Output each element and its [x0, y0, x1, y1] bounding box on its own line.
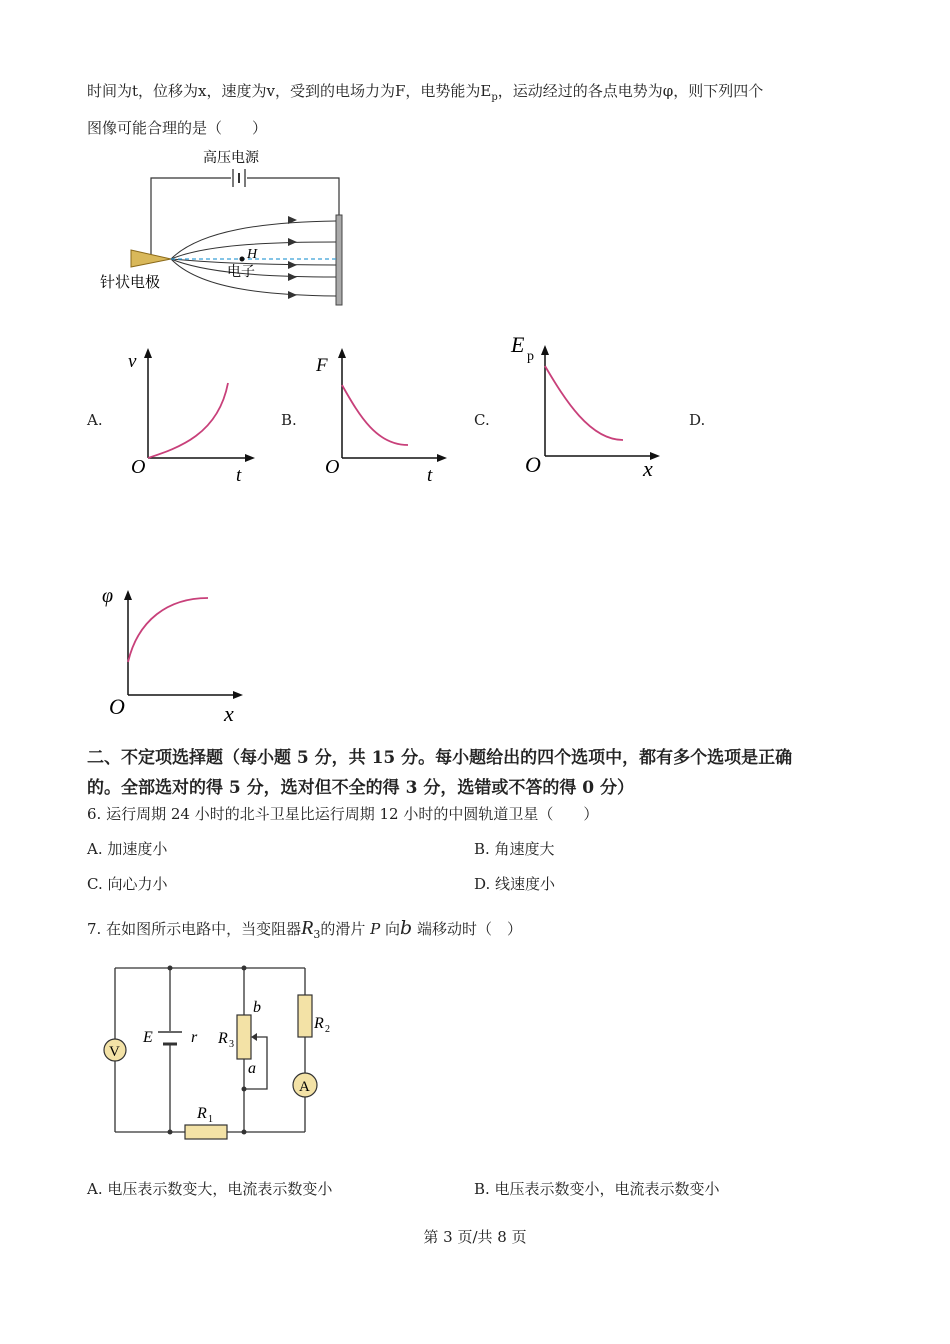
- svg-text:O: O: [131, 456, 146, 478]
- q5-stem-line1: 时间为t，位移为x，速度为v，受到的电场力为F，电势能为$E_p$，运动经过的各点电势为φ，则下列四个: [87, 82, 764, 103]
- svg-text:R: R: [218, 1030, 228, 1047]
- svg-text:O: O: [325, 456, 340, 478]
- svg-text:2: 2: [325, 1024, 330, 1035]
- svg-text:E: E: [143, 1029, 153, 1046]
- svg-text:v: v: [128, 351, 137, 372]
- option-c-letter[interactable]: C.: [474, 411, 490, 429]
- svg-text:1: 1: [208, 1114, 213, 1125]
- phi-x-curve: [128, 598, 208, 662]
- circuit-figure: [97, 955, 332, 1145]
- option-b-letter[interactable]: B.: [281, 411, 297, 429]
- f-t-curve: [342, 385, 408, 445]
- svg-text:a: a: [248, 1060, 256, 1077]
- svg-text:A: A: [299, 1079, 310, 1095]
- svg-text:O: O: [109, 694, 125, 719]
- experiment-figure: [95, 145, 365, 310]
- page-footer: 第 3 页/共 8 页: [423, 1228, 527, 1246]
- option-a-letter[interactable]: A.: [87, 411, 103, 429]
- v-t-curve: [148, 383, 228, 458]
- svg-text:V: V: [109, 1044, 120, 1060]
- svg-text:φ: φ: [102, 585, 114, 607]
- graph-c: [505, 330, 665, 490]
- svg-text:E: E: [511, 332, 525, 357]
- q7-option-b[interactable]: B. 电压表示数变小，电流表示数变小: [474, 1180, 720, 1198]
- svg-text:R: R: [314, 1015, 324, 1032]
- electrode-label: 针状电极: [100, 275, 161, 291]
- option-d-letter[interactable]: D.: [689, 411, 706, 429]
- graph-d: [98, 580, 258, 730]
- svg-text:F: F: [316, 355, 328, 376]
- svg-text:R: R: [197, 1105, 207, 1122]
- svg-text:电子: 电子: [227, 265, 255, 280]
- svg-text:3: 3: [229, 1039, 234, 1050]
- q6-stem: 6. 运行周期 24 小时的北斗卫星比运行周期 12 小时的中圆轨道卫星（ ）: [87, 805, 599, 823]
- q6-option-b[interactable]: B. 角速度大: [474, 840, 555, 858]
- svg-text:x: x: [643, 456, 653, 481]
- svg-text:r: r: [191, 1029, 198, 1046]
- q6-option-d[interactable]: D. 线速度小: [474, 875, 556, 893]
- q5-stem-line2: 图像可能合理的是（ ）: [87, 119, 268, 137]
- svg-text:b: b: [253, 999, 261, 1016]
- section2-heading-line2: 的。全部选对的得 5 分，选对但不全的得 3 分，选错或不答的得 0 分）: [87, 778, 634, 798]
- section2-heading-line1: 二、不定项选择题（每小题 5 分，共 15 分。每小题给出的四个选项中，都有多个选项是正确: [87, 748, 793, 768]
- svg-text:H: H: [247, 247, 258, 262]
- svg-text:t: t: [427, 465, 433, 486]
- q7-stem: 7. 在如图所示电路中，当变阻器$R_3$的滑片 P 向b 端移动时（ ）: [87, 917, 522, 941]
- graph-a: [118, 345, 258, 490]
- metal-plate: [336, 215, 342, 305]
- svg-text:t: t: [236, 465, 242, 486]
- power-label: 高压电源: [203, 151, 259, 166]
- resistor-r2: [298, 995, 312, 1037]
- q6-option-a[interactable]: A. 加速度小: [87, 840, 168, 858]
- svg-text:O: O: [525, 452, 541, 477]
- point-h: [240, 257, 245, 262]
- svg-text:x: x: [224, 701, 234, 726]
- graph-b: [312, 345, 452, 490]
- resistor-r1: [185, 1125, 227, 1139]
- svg-text:p: p: [527, 349, 534, 364]
- rheostat-r3: [237, 1015, 251, 1059]
- q7-option-a[interactable]: A. 电压表示数变大，电流表示数变小: [87, 1180, 333, 1198]
- q6-option-c[interactable]: C. 向心力小: [87, 875, 168, 893]
- ep-x-curve: [545, 366, 623, 440]
